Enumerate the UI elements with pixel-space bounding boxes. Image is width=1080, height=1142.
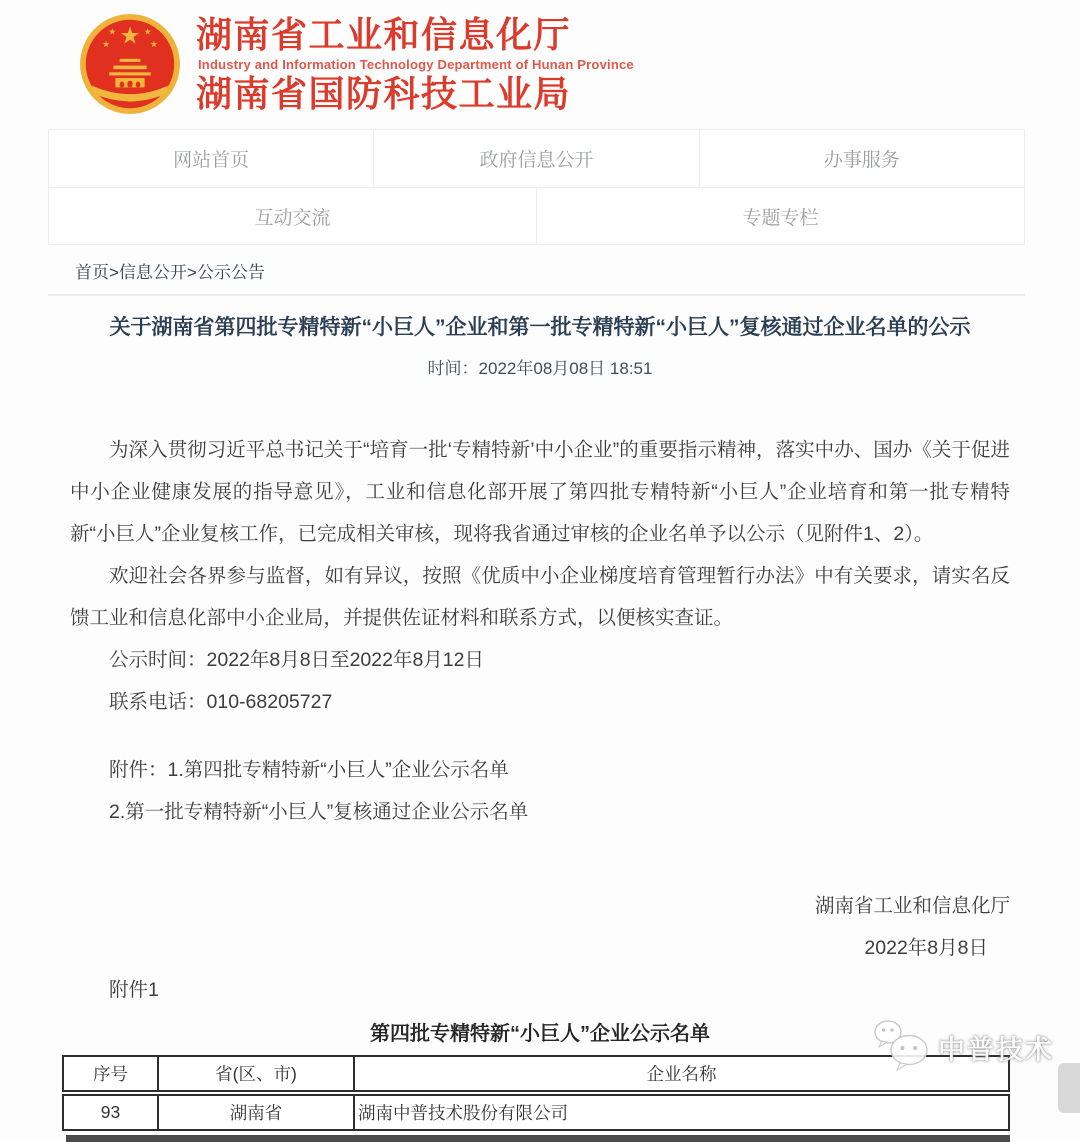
scroll-widget[interactable]	[1058, 1063, 1080, 1113]
appendix-label: 附件1	[109, 979, 159, 1001]
site-masthead	[196, 13, 634, 114]
org-name-primary: 湖南省工业和信息化厅	[196, 13, 572, 55]
table-row	[63, 1093, 1009, 1130]
signature-org: 湖南省工业和信息化厅	[814, 895, 1010, 917]
nav-item-home[interactable]: 网站首页	[49, 130, 374, 187]
org-name-secondary: 湖南省国防科技工业局	[196, 72, 572, 114]
nav-row-1	[49, 130, 1024, 187]
nav-item-special-topics[interactable]: 专题专栏	[742, 207, 819, 229]
nav-item-services[interactable]: 办事服务	[823, 150, 900, 171]
org-name-english: Industry and Information Technology Department of Hunan Province	[198, 56, 634, 72]
col-header-company: 企业名称	[354, 1056, 1009, 1093]
table-title: 第四批专精特新“小巨人”企业公示名单	[370, 1023, 710, 1045]
cell-province: 湖南省	[158, 1093, 354, 1130]
paragraph-supervision: 欢迎社会各界参与监督，如有异议，按照《优质中小企业梯度培育管理暂行办法》中有关要求，请实名反馈工业和信息化部中小企业局，并提供佐证材料和联系方式，以便核实查证。	[70, 565, 1010, 629]
company-table	[62, 1055, 1010, 1131]
signature-date: 2022年8月8日	[864, 937, 988, 959]
publicity-period: 公示时间：2022年8月8日至2022年8月12日	[109, 649, 484, 671]
cell-seq: 93	[63, 1093, 158, 1130]
table-header-row	[63, 1056, 1009, 1093]
attachment-line-1: 附件：1.第四批专精特新“小巨人”企业公示名单	[109, 759, 509, 781]
cell-company: 湖南中普技术股份有限公司	[354, 1093, 1009, 1130]
main-nav	[48, 129, 1025, 245]
nav-row-2	[49, 187, 1024, 244]
paragraph-intro: 为深入贯彻习近平总书记关于“培育一批‘专精特新’中小企业”的重要指示精神，落实中办、国办《关于促进中小企业健康发展的指导意见》，工业和信息化部开展了第四批专精特新“小巨人”企业培育和第一批专精特新“小巨人”企业复核工作，已完成相关审核，现将我省通过审核的企业名单予以公示（见附件1、2）。	[70, 439, 1010, 545]
col-header-seq: 序号	[63, 1056, 158, 1093]
next-row-edge	[66, 1135, 1010, 1142]
publish-time: 时间：2022年08月08日 18:51	[427, 359, 653, 378]
company-table-wrap	[62, 1055, 1010, 1131]
article-body	[70, 429, 1010, 1011]
breadcrumb[interactable]: 首页>信息公开>公示公告	[48, 245, 1025, 296]
watermark-text: 中普技术	[938, 1035, 1054, 1065]
nav-item-gov-info[interactable]: 政府信息公开	[374, 130, 699, 187]
nav-item-interaction[interactable]: 互动交流	[49, 188, 537, 244]
site-header	[0, 0, 1080, 116]
page-title: 关于湖南省第四批专精特新“小巨人”企业和第一批专精特新“小巨人”复核通过企业名单的公示	[109, 316, 971, 339]
contact-phone: 联系电话：010-68205727	[109, 691, 333, 713]
national-emblem-icon	[78, 12, 182, 116]
attachment-line-2: 2.第一批专精特新“小巨人”复核通过企业公示名单	[109, 801, 529, 823]
col-header-province: 省(区、市)	[158, 1056, 354, 1093]
